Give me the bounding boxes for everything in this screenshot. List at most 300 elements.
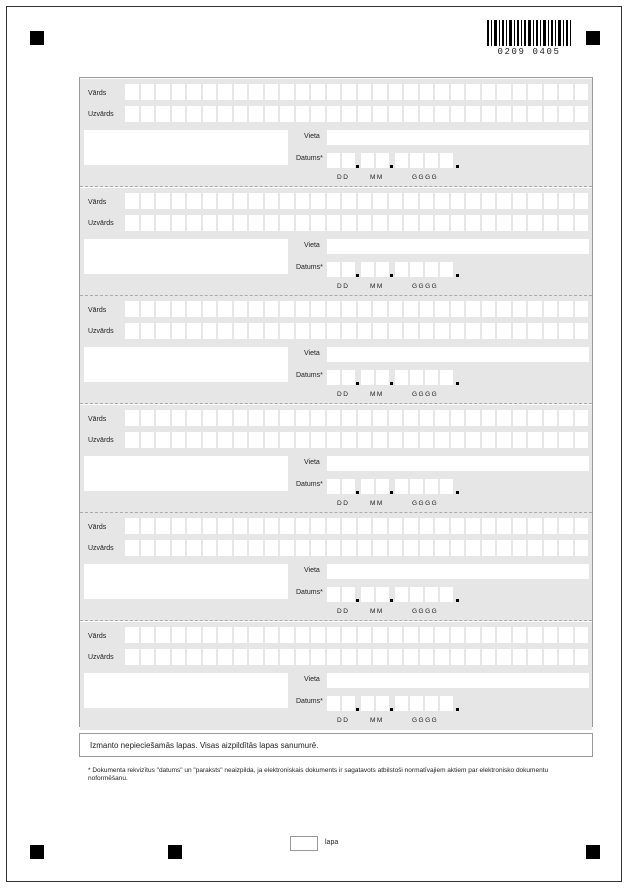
char-box[interactable]: [218, 518, 232, 534]
char-box[interactable]: [280, 432, 294, 448]
char-box[interactable]: [141, 215, 155, 231]
char-box[interactable]: [528, 627, 542, 643]
char-box[interactable]: [280, 323, 294, 339]
date-digit-box[interactable]: [376, 370, 389, 385]
char-box[interactable]: [156, 193, 170, 209]
char-box[interactable]: [482, 627, 496, 643]
char-box[interactable]: [404, 649, 418, 665]
char-box[interactable]: [234, 649, 248, 665]
char-box[interactable]: [544, 301, 558, 317]
char-box[interactable]: [404, 215, 418, 231]
char-box[interactable]: [559, 215, 573, 231]
char-box[interactable]: [296, 432, 310, 448]
char-box[interactable]: [327, 301, 341, 317]
char-box[interactable]: [265, 627, 279, 643]
char-box[interactable]: [497, 323, 511, 339]
char-box[interactable]: [280, 410, 294, 426]
char-box[interactable]: [575, 518, 589, 534]
char-box[interactable]: [466, 540, 480, 556]
char-box[interactable]: [358, 84, 372, 100]
char-box[interactable]: [234, 627, 248, 643]
char-box[interactable]: [451, 410, 465, 426]
char-box[interactable]: [218, 649, 232, 665]
date-digit-box[interactable]: [327, 587, 340, 602]
date-digit-box[interactable]: [376, 153, 389, 168]
date-digit-box[interactable]: [425, 262, 438, 277]
char-box[interactable]: [311, 106, 325, 122]
char-box[interactable]: [218, 540, 232, 556]
signature-field[interactable]: [84, 347, 288, 382]
char-box[interactable]: [342, 518, 356, 534]
char-box[interactable]: [358, 410, 372, 426]
surname-input-boxes[interactable]: [125, 649, 588, 665]
char-box[interactable]: [327, 106, 341, 122]
char-box[interactable]: [156, 627, 170, 643]
date-digit-box[interactable]: [395, 587, 408, 602]
char-box[interactable]: [575, 106, 589, 122]
char-box[interactable]: [249, 649, 263, 665]
signature-field[interactable]: [84, 673, 288, 708]
char-box[interactable]: [311, 627, 325, 643]
char-box[interactable]: [420, 410, 434, 426]
char-box[interactable]: [544, 215, 558, 231]
char-box[interactable]: [513, 301, 527, 317]
char-box[interactable]: [544, 410, 558, 426]
char-box[interactable]: [497, 410, 511, 426]
char-box[interactable]: [497, 215, 511, 231]
date-digit-box[interactable]: [361, 262, 374, 277]
char-box[interactable]: [513, 540, 527, 556]
char-box[interactable]: [559, 410, 573, 426]
char-box[interactable]: [466, 106, 480, 122]
place-field[interactable]: [327, 130, 589, 145]
char-box[interactable]: [156, 301, 170, 317]
char-box[interactable]: [249, 106, 263, 122]
char-box[interactable]: [203, 106, 217, 122]
char-box[interactable]: [482, 540, 496, 556]
char-box[interactable]: [125, 215, 139, 231]
char-box[interactable]: [389, 432, 403, 448]
char-box[interactable]: [451, 106, 465, 122]
date-digit-box[interactable]: [410, 370, 423, 385]
date-digit-box[interactable]: [327, 479, 340, 494]
char-box[interactable]: [203, 323, 217, 339]
char-box[interactable]: [373, 106, 387, 122]
char-box[interactable]: [141, 84, 155, 100]
date-digit-box[interactable]: [376, 696, 389, 711]
date-digit-box[interactable]: [440, 696, 453, 711]
char-box[interactable]: [373, 627, 387, 643]
char-box[interactable]: [296, 323, 310, 339]
char-box[interactable]: [249, 518, 263, 534]
char-box[interactable]: [373, 323, 387, 339]
date-digit-box[interactable]: [327, 262, 340, 277]
char-box[interactable]: [482, 518, 496, 534]
char-box[interactable]: [466, 84, 480, 100]
char-box[interactable]: [249, 215, 263, 231]
char-box[interactable]: [466, 649, 480, 665]
name-input-boxes[interactable]: [125, 84, 588, 100]
char-box[interactable]: [575, 84, 589, 100]
char-box[interactable]: [187, 518, 201, 534]
char-box[interactable]: [528, 215, 542, 231]
char-box[interactable]: [482, 432, 496, 448]
char-box[interactable]: [528, 518, 542, 534]
char-box[interactable]: [544, 627, 558, 643]
char-box[interactable]: [234, 193, 248, 209]
char-box[interactable]: [141, 323, 155, 339]
char-box[interactable]: [249, 193, 263, 209]
char-box[interactable]: [187, 540, 201, 556]
char-box[interactable]: [513, 84, 527, 100]
char-box[interactable]: [342, 84, 356, 100]
char-box[interactable]: [311, 215, 325, 231]
char-box[interactable]: [466, 627, 480, 643]
char-box[interactable]: [528, 323, 542, 339]
char-box[interactable]: [172, 323, 186, 339]
char-box[interactable]: [358, 323, 372, 339]
char-box[interactable]: [466, 518, 480, 534]
date-digit-box[interactable]: [361, 587, 374, 602]
date-digit-box[interactable]: [361, 370, 374, 385]
char-box[interactable]: [327, 518, 341, 534]
char-box[interactable]: [528, 410, 542, 426]
char-box[interactable]: [435, 432, 449, 448]
char-box[interactable]: [466, 215, 480, 231]
char-box[interactable]: [156, 323, 170, 339]
date-digit-box[interactable]: [410, 262, 423, 277]
char-box[interactable]: [420, 649, 434, 665]
char-box[interactable]: [528, 540, 542, 556]
char-box[interactable]: [172, 627, 186, 643]
char-box[interactable]: [435, 649, 449, 665]
date-digit-box[interactable]: [342, 479, 355, 494]
char-box[interactable]: [559, 193, 573, 209]
char-box[interactable]: [249, 432, 263, 448]
char-box[interactable]: [234, 301, 248, 317]
char-box[interactable]: [482, 84, 496, 100]
char-box[interactable]: [358, 193, 372, 209]
char-box[interactable]: [234, 323, 248, 339]
char-box[interactable]: [265, 106, 279, 122]
date-digit-box[interactable]: [425, 370, 438, 385]
place-field[interactable]: [327, 673, 589, 688]
char-box[interactable]: [559, 540, 573, 556]
char-box[interactable]: [342, 649, 356, 665]
char-box[interactable]: [482, 323, 496, 339]
char-box[interactable]: [451, 215, 465, 231]
char-box[interactable]: [497, 84, 511, 100]
char-box[interactable]: [544, 106, 558, 122]
char-box[interactable]: [342, 627, 356, 643]
char-box[interactable]: [420, 627, 434, 643]
char-box[interactable]: [327, 193, 341, 209]
char-box[interactable]: [389, 84, 403, 100]
char-box[interactable]: [497, 301, 511, 317]
char-box[interactable]: [265, 84, 279, 100]
char-box[interactable]: [187, 649, 201, 665]
char-box[interactable]: [280, 193, 294, 209]
date-digit-box[interactable]: [425, 587, 438, 602]
char-box[interactable]: [358, 215, 372, 231]
char-box[interactable]: [559, 649, 573, 665]
char-box[interactable]: [373, 432, 387, 448]
char-box[interactable]: [404, 84, 418, 100]
date-digit-box[interactable]: [440, 262, 453, 277]
char-box[interactable]: [451, 301, 465, 317]
char-box[interactable]: [327, 215, 341, 231]
char-box[interactable]: [420, 540, 434, 556]
char-box[interactable]: [187, 323, 201, 339]
char-box[interactable]: [265, 323, 279, 339]
date-digit-box[interactable]: [440, 479, 453, 494]
place-field[interactable]: [327, 456, 589, 471]
char-box[interactable]: [404, 323, 418, 339]
char-box[interactable]: [497, 193, 511, 209]
char-box[interactable]: [218, 106, 232, 122]
char-box[interactable]: [342, 301, 356, 317]
char-box[interactable]: [420, 301, 434, 317]
char-box[interactable]: [296, 193, 310, 209]
char-box[interactable]: [466, 323, 480, 339]
char-box[interactable]: [451, 323, 465, 339]
char-box[interactable]: [265, 193, 279, 209]
char-box[interactable]: [451, 540, 465, 556]
char-box[interactable]: [544, 432, 558, 448]
char-box[interactable]: [358, 301, 372, 317]
date-digit-box[interactable]: [395, 479, 408, 494]
char-box[interactable]: [544, 193, 558, 209]
char-box[interactable]: [187, 193, 201, 209]
char-box[interactable]: [172, 215, 186, 231]
char-box[interactable]: [172, 301, 186, 317]
char-box[interactable]: [125, 84, 139, 100]
char-box[interactable]: [234, 410, 248, 426]
signature-field[interactable]: [84, 456, 288, 491]
char-box[interactable]: [141, 410, 155, 426]
date-digit-box[interactable]: [440, 153, 453, 168]
char-box[interactable]: [358, 106, 372, 122]
char-box[interactable]: [528, 649, 542, 665]
char-box[interactable]: [311, 323, 325, 339]
char-box[interactable]: [296, 301, 310, 317]
char-box[interactable]: [296, 540, 310, 556]
char-box[interactable]: [389, 410, 403, 426]
char-box[interactable]: [420, 432, 434, 448]
char-box[interactable]: [296, 410, 310, 426]
char-box[interactable]: [203, 84, 217, 100]
char-box[interactable]: [482, 215, 496, 231]
date-digit-box[interactable]: [440, 587, 453, 602]
char-box[interactable]: [420, 518, 434, 534]
date-digit-box[interactable]: [395, 696, 408, 711]
char-box[interactable]: [482, 301, 496, 317]
char-box[interactable]: [404, 106, 418, 122]
char-box[interactable]: [575, 323, 589, 339]
char-box[interactable]: [575, 215, 589, 231]
char-box[interactable]: [141, 301, 155, 317]
char-box[interactable]: [373, 301, 387, 317]
char-box[interactable]: [311, 432, 325, 448]
char-box[interactable]: [125, 540, 139, 556]
date-digit-box[interactable]: [410, 479, 423, 494]
char-box[interactable]: [234, 540, 248, 556]
date-digit-box[interactable]: [342, 153, 355, 168]
char-box[interactable]: [497, 106, 511, 122]
char-box[interactable]: [203, 301, 217, 317]
name-input-boxes[interactable]: [125, 410, 588, 426]
char-box[interactable]: [389, 323, 403, 339]
char-box[interactable]: [358, 540, 372, 556]
signature-field[interactable]: [84, 130, 288, 165]
char-box[interactable]: [125, 627, 139, 643]
char-box[interactable]: [435, 410, 449, 426]
char-box[interactable]: [559, 432, 573, 448]
char-box[interactable]: [265, 215, 279, 231]
char-box[interactable]: [435, 518, 449, 534]
char-box[interactable]: [296, 627, 310, 643]
char-box[interactable]: [373, 540, 387, 556]
char-box[interactable]: [528, 106, 542, 122]
date-digit-box[interactable]: [425, 696, 438, 711]
char-box[interactable]: [296, 215, 310, 231]
char-box[interactable]: [513, 432, 527, 448]
char-box[interactable]: [141, 106, 155, 122]
char-box[interactable]: [280, 301, 294, 317]
char-box[interactable]: [482, 649, 496, 665]
char-box[interactable]: [172, 649, 186, 665]
char-box[interactable]: [218, 323, 232, 339]
char-box[interactable]: [218, 301, 232, 317]
char-box[interactable]: [156, 432, 170, 448]
char-box[interactable]: [311, 518, 325, 534]
char-box[interactable]: [575, 301, 589, 317]
char-box[interactable]: [544, 84, 558, 100]
signature-field[interactable]: [84, 239, 288, 274]
date-digit-box[interactable]: [376, 262, 389, 277]
char-box[interactable]: [404, 518, 418, 534]
char-box[interactable]: [373, 410, 387, 426]
char-box[interactable]: [575, 627, 589, 643]
date-digit-box[interactable]: [327, 696, 340, 711]
char-box[interactable]: [435, 84, 449, 100]
char-box[interactable]: [373, 193, 387, 209]
char-box[interactable]: [373, 215, 387, 231]
date-digit-box[interactable]: [376, 587, 389, 602]
char-box[interactable]: [311, 301, 325, 317]
surname-input-boxes[interactable]: [125, 323, 588, 339]
char-box[interactable]: [497, 540, 511, 556]
char-box[interactable]: [342, 106, 356, 122]
char-box[interactable]: [234, 432, 248, 448]
char-box[interactable]: [203, 627, 217, 643]
char-box[interactable]: [435, 193, 449, 209]
char-box[interactable]: [203, 193, 217, 209]
char-box[interactable]: [528, 301, 542, 317]
char-box[interactable]: [141, 540, 155, 556]
char-box[interactable]: [156, 649, 170, 665]
surname-input-boxes[interactable]: [125, 540, 588, 556]
char-box[interactable]: [125, 518, 139, 534]
char-box[interactable]: [404, 193, 418, 209]
char-box[interactable]: [265, 540, 279, 556]
date-digit-box[interactable]: [342, 587, 355, 602]
char-box[interactable]: [156, 106, 170, 122]
char-box[interactable]: [575, 649, 589, 665]
date-digit-box[interactable]: [376, 479, 389, 494]
char-box[interactable]: [342, 410, 356, 426]
char-box[interactable]: [125, 410, 139, 426]
char-box[interactable]: [451, 627, 465, 643]
char-box[interactable]: [234, 215, 248, 231]
char-box[interactable]: [296, 649, 310, 665]
char-box[interactable]: [451, 84, 465, 100]
char-box[interactable]: [342, 193, 356, 209]
char-box[interactable]: [172, 106, 186, 122]
date-digit-box[interactable]: [342, 262, 355, 277]
char-box[interactable]: [172, 84, 186, 100]
signature-field[interactable]: [84, 564, 288, 599]
char-box[interactable]: [497, 627, 511, 643]
char-box[interactable]: [389, 301, 403, 317]
char-box[interactable]: [389, 649, 403, 665]
char-box[interactable]: [141, 627, 155, 643]
char-box[interactable]: [482, 193, 496, 209]
char-box[interactable]: [513, 323, 527, 339]
char-box[interactable]: [559, 106, 573, 122]
char-box[interactable]: [249, 323, 263, 339]
char-box[interactable]: [218, 432, 232, 448]
char-box[interactable]: [373, 518, 387, 534]
char-box[interactable]: [420, 106, 434, 122]
char-box[interactable]: [420, 215, 434, 231]
char-box[interactable]: [187, 432, 201, 448]
char-box[interactable]: [265, 301, 279, 317]
char-box[interactable]: [218, 193, 232, 209]
char-box[interactable]: [575, 540, 589, 556]
char-box[interactable]: [327, 410, 341, 426]
char-box[interactable]: [575, 193, 589, 209]
surname-input-boxes[interactable]: [125, 432, 588, 448]
char-box[interactable]: [528, 193, 542, 209]
char-box[interactable]: [435, 301, 449, 317]
char-box[interactable]: [218, 215, 232, 231]
char-box[interactable]: [265, 432, 279, 448]
char-box[interactable]: [125, 649, 139, 665]
char-box[interactable]: [497, 518, 511, 534]
char-box[interactable]: [559, 627, 573, 643]
char-box[interactable]: [389, 518, 403, 534]
char-box[interactable]: [156, 84, 170, 100]
char-box[interactable]: [218, 410, 232, 426]
char-box[interactable]: [141, 193, 155, 209]
char-box[interactable]: [404, 627, 418, 643]
date-digit-box[interactable]: [342, 370, 355, 385]
char-box[interactable]: [249, 410, 263, 426]
char-box[interactable]: [404, 540, 418, 556]
char-box[interactable]: [265, 649, 279, 665]
char-box[interactable]: [466, 410, 480, 426]
char-box[interactable]: [513, 627, 527, 643]
date-digit-box[interactable]: [327, 153, 340, 168]
char-box[interactable]: [234, 518, 248, 534]
char-box[interactable]: [203, 540, 217, 556]
char-box[interactable]: [141, 649, 155, 665]
char-box[interactable]: [203, 215, 217, 231]
char-box[interactable]: [342, 540, 356, 556]
char-box[interactable]: [404, 410, 418, 426]
char-box[interactable]: [451, 432, 465, 448]
